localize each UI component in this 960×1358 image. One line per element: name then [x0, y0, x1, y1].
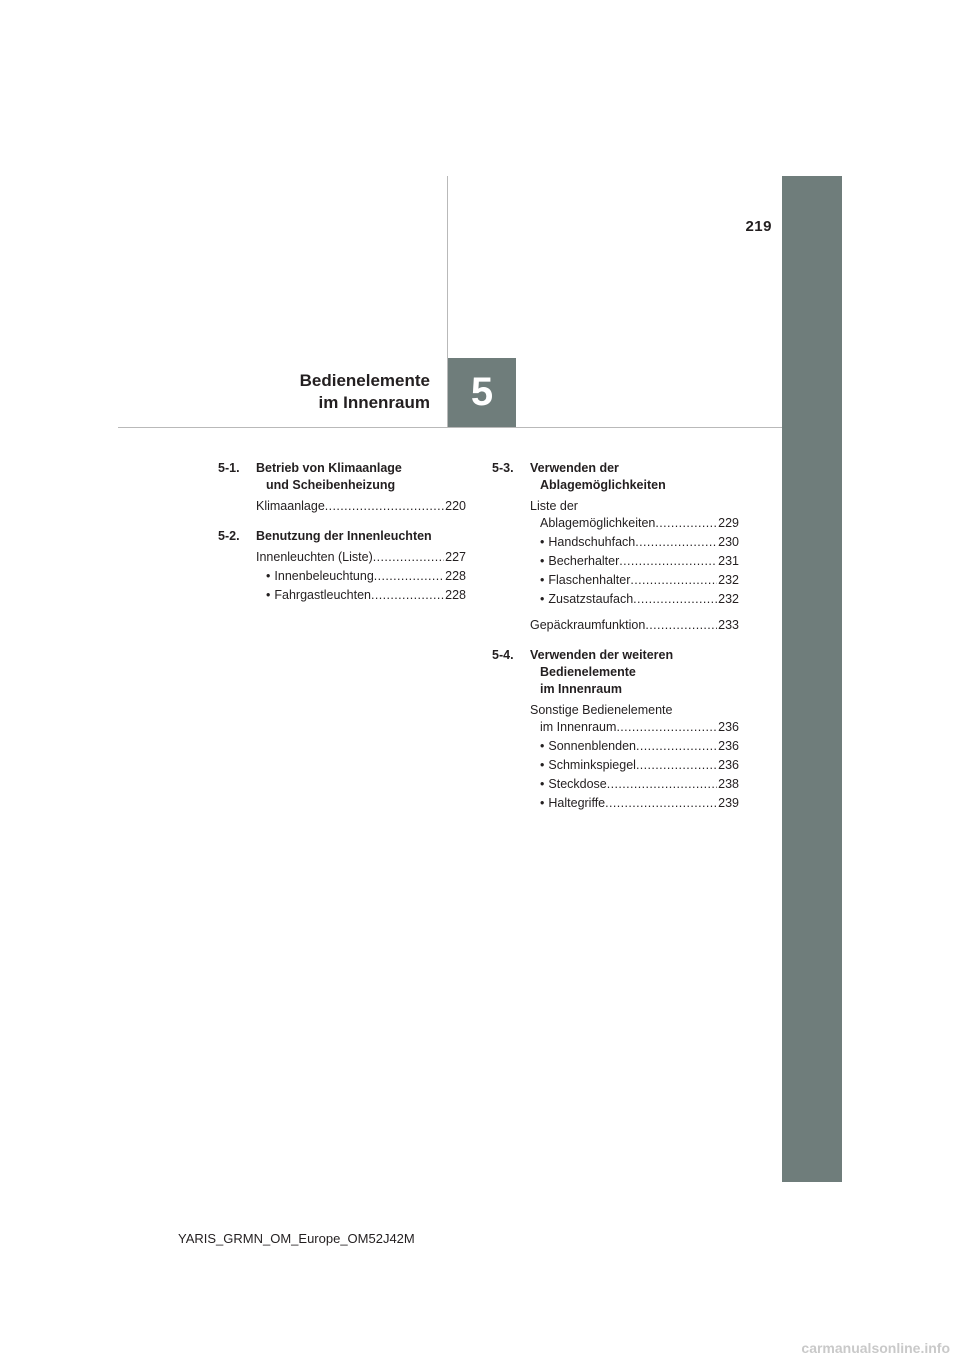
section-title-line: Verwenden der weiteren [530, 648, 674, 662]
bullet-icon: • [540, 592, 545, 606]
bullet-icon: • [540, 758, 545, 772]
toc-entry-text: Becherhalter [548, 554, 620, 568]
toc-page-number: 232 [718, 573, 739, 587]
toc-entry-label-line[interactable]: Sonstige Bedienelemente [530, 703, 673, 717]
toc-entry-text: Fahrgastleuchten [274, 588, 371, 602]
toc-entry-text: Handschuhfach [548, 535, 636, 549]
bullet-icon: • [540, 739, 545, 753]
toc-page-number: 238 [718, 777, 739, 791]
section-title-line: Bedienelemente [540, 665, 636, 679]
dot-leader [645, 617, 717, 634]
toc-entry-text: Innenbeleuchtung [274, 569, 374, 583]
section-heading [218, 460, 466, 494]
section-entries [530, 498, 739, 634]
toc-entry-label [540, 553, 619, 570]
toc-subentry[interactable] [530, 738, 739, 755]
toc-subentry[interactable] [530, 776, 739, 793]
toc-entry-text: Sonnenblenden [548, 739, 636, 753]
toc-page-number: 227 [445, 550, 466, 564]
toc-entry-label [540, 795, 605, 812]
toc-page-number: 239 [718, 796, 739, 810]
watermark: carmanualsonline.info [801, 1340, 950, 1356]
toc-entry-text: im Innenraum [540, 720, 617, 734]
toc-right-column [492, 460, 739, 825]
toc-entry[interactable] [256, 549, 466, 566]
document-footer-code: YARIS_GRMN_OM_Europe_OM52J42M [178, 1231, 415, 1246]
toc-entry-label [256, 549, 373, 566]
section-number: 5-3. [492, 461, 514, 475]
dot-leader [374, 568, 444, 585]
toc-left-column [218, 460, 466, 617]
chapter-number-box [448, 358, 516, 427]
section-number: 5-1. [218, 461, 240, 475]
toc-page-number: 232 [718, 592, 739, 606]
toc-page-number: 236 [718, 739, 739, 753]
toc-entry-label [540, 572, 630, 589]
section-title-line: Benutzung der Innenleuchten [256, 529, 432, 543]
toc-subentry[interactable] [256, 568, 466, 585]
toc-subentry[interactable] [530, 757, 739, 774]
section-title-line: und Scheibenheizung [266, 478, 396, 492]
chapter-title-line-1: Bedienelemente [299, 371, 430, 390]
section-number: 5-4. [492, 648, 514, 662]
toc-section [218, 460, 466, 515]
page-number: 219 [745, 218, 772, 235]
toc-entry-label [530, 719, 616, 736]
toc-entry-text: Zusatzstaufach [548, 592, 634, 606]
bullet-icon: • [540, 535, 545, 549]
dot-leader [633, 591, 717, 608]
dot-leader [325, 498, 444, 515]
bullet-icon: • [266, 569, 271, 583]
dot-leader [636, 757, 717, 774]
section-title [256, 460, 402, 494]
dot-leader [636, 738, 717, 755]
dot-leader [619, 553, 717, 570]
toc-page-number: 228 [445, 588, 466, 602]
toc-entry-label [266, 568, 374, 585]
bullet-icon: • [266, 588, 271, 602]
toc-page-number: 230 [718, 535, 739, 549]
toc-entry[interactable] [530, 515, 739, 532]
dot-leader [616, 719, 717, 736]
toc-page-number: 220 [445, 499, 466, 513]
toc-entry[interactable] [256, 498, 466, 515]
section-heading [492, 647, 739, 698]
section-entries [530, 702, 739, 812]
toc-entry-label [530, 617, 645, 634]
dot-leader [655, 515, 717, 532]
section-title-line: Betrieb von Klimaanlage [256, 461, 402, 475]
bullet-icon: • [540, 777, 545, 791]
dot-leader [630, 572, 717, 589]
dot-leader [605, 795, 717, 812]
chapter-side-tab [782, 176, 842, 1182]
toc-entry[interactable] [530, 617, 739, 634]
toc-page-number: 231 [718, 554, 739, 568]
toc-entry-label [540, 757, 636, 774]
toc-entry-label [540, 776, 607, 793]
toc-subentry[interactable] [530, 534, 739, 551]
section-heading [492, 460, 739, 494]
toc-subentry[interactable] [530, 553, 739, 570]
section-entries [256, 498, 466, 515]
toc-section [492, 460, 739, 634]
toc-entry-text: Schminkspiegel [548, 758, 636, 772]
dot-leader [371, 587, 444, 604]
toc-entry-label [530, 515, 655, 532]
dot-leader [635, 534, 717, 551]
section-title [530, 647, 673, 698]
toc-entry[interactable] [530, 719, 739, 736]
toc-page-number: 228 [445, 569, 466, 583]
section-title [530, 460, 666, 494]
section-heading [218, 528, 466, 545]
toc-page-number: 233 [718, 618, 739, 632]
toc-entry-text: Flaschenhalter [548, 573, 631, 587]
dot-leader [373, 549, 444, 566]
section-title-line: Ablagemöglichkeiten [540, 478, 666, 492]
chapter-title-line-2: im Innenraum [318, 393, 430, 412]
toc-entry-text: Ablagemöglichkeiten [540, 516, 656, 530]
toc-entry-label [540, 591, 633, 608]
toc-entry-text: Gepäckraumfunktion [530, 618, 646, 632]
section-title [256, 528, 432, 545]
toc-entry-label [540, 738, 636, 755]
bullet-icon: • [540, 573, 545, 587]
toc-section [218, 528, 466, 604]
dot-leader [607, 776, 717, 793]
bullet-icon: • [540, 796, 545, 810]
toc-entry-label [266, 587, 371, 604]
toc-entry-text: Steckdose [548, 777, 607, 791]
toc-entry-label [540, 534, 635, 551]
toc-subentry[interactable] [530, 795, 739, 812]
toc-subentry[interactable] [530, 572, 739, 589]
chapter-number: 5 [470, 370, 494, 414]
toc-section [492, 647, 739, 812]
section-title-line: Verwenden der [530, 461, 619, 475]
toc-entry-text: Klimaanlage [256, 499, 325, 513]
bullet-icon: • [540, 554, 545, 568]
section-entries [256, 549, 466, 604]
chapter-title [200, 370, 430, 414]
horizontal-rule [118, 427, 782, 428]
toc-page-number: 236 [718, 758, 739, 772]
toc-subentry[interactable] [256, 587, 466, 604]
section-number: 5-2. [218, 529, 240, 543]
toc-entry-text: Innenleuchten (Liste) [256, 550, 373, 564]
toc-page-number: 229 [718, 516, 739, 530]
toc-entry-text: Haltegriffe [548, 796, 606, 810]
toc-page-number: 236 [718, 720, 739, 734]
toc-subentry[interactable] [530, 591, 739, 608]
toc-entry-label-line[interactable]: Liste der [530, 499, 578, 513]
toc-entry-label [256, 498, 325, 515]
section-title-line: im Innenraum [540, 682, 622, 696]
